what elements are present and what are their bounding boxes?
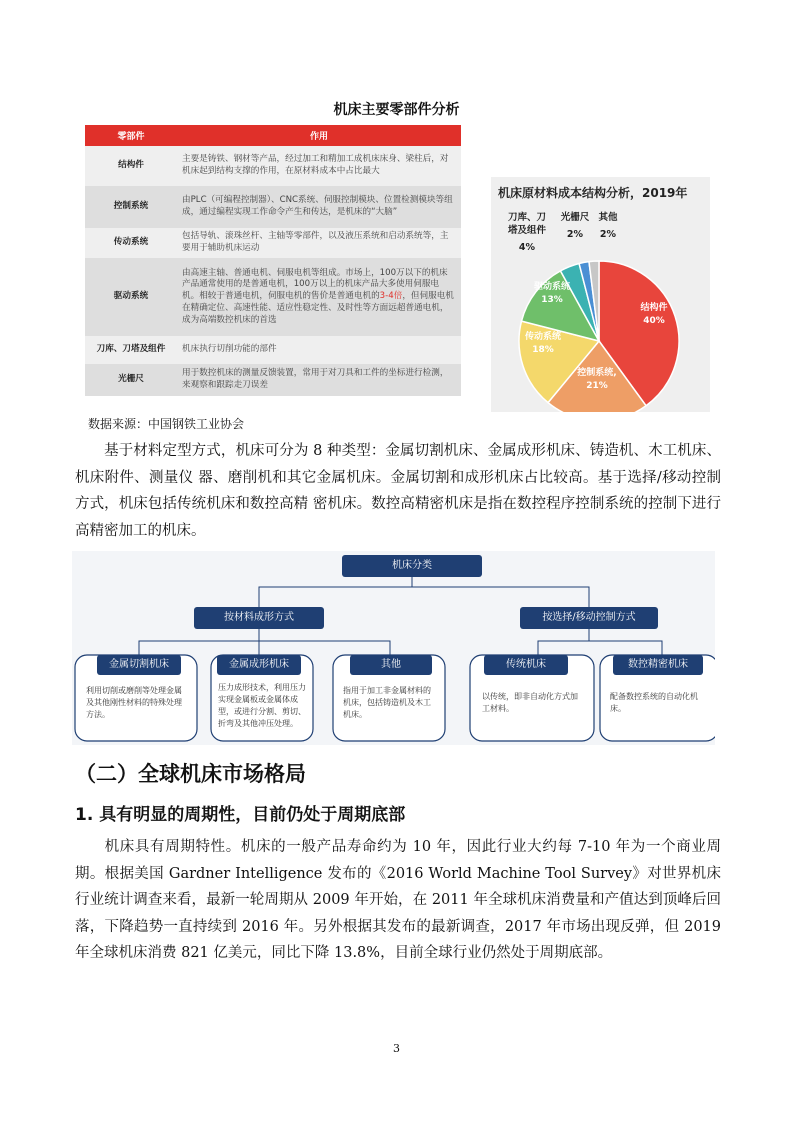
desc-cutting: 利用切削或磨削等处理金属及其他刚性材料的特殊处理方法。 xyxy=(86,686,182,719)
table-header-function: 作用 xyxy=(177,125,461,146)
table-row xyxy=(85,336,461,364)
connector-material-other xyxy=(259,641,390,655)
row-desc: 由高速主轴、普通电机、伺服电机等组成。市场上，100万以下的机床产品通常使用的是普通电机，100万以上的机床产品大多使用伺服电机。相较于普通电机，伺服电机的售价是普通电机的3-4倍，但伺服电机在精确定位、高速性能、适应性稳定性、及时性等方面远超普通电机，成为高端数控机床的首选 xyxy=(177,258,461,336)
row-desc: 包括导轨、滚珠丝杆、主轴等零部件，以及液压系统和启动系统等，主要用于辅助机床运动 xyxy=(177,228,461,258)
pie-label-other: 其他 2% xyxy=(598,212,618,240)
connector-root-control xyxy=(412,587,589,607)
row-name: 驱动系统 xyxy=(85,258,177,336)
components-table xyxy=(85,125,461,396)
row-name: 控制系统 xyxy=(85,186,177,228)
highlight-ratio: 3-4倍 xyxy=(379,291,403,302)
page-number: 3 xyxy=(393,1042,400,1055)
paragraph-classification: 基于材料定型方式，机床可分为 8 种类型：金属切割机床、金属成形机床、铸造机、木工机床、机床附件、测量仪 器、磨削机和其它金属机床。金属切割和成形机床占比较高。基于选择/移动控制方式，机床包括传统机床和数控高精 密机床。数控高精密机床是指在数控程序控制系统的控制下进行高精密加工的机床。 xyxy=(75,443,721,539)
pie-chart-title: 机床原材料成本结构分析，2019年 xyxy=(498,186,688,200)
connector-control-traditional xyxy=(538,629,589,655)
connector-control-cnc xyxy=(589,641,662,655)
table-row xyxy=(85,228,461,258)
desc-traditional: 以传统，即非自动化方式加工材料。 xyxy=(482,692,578,713)
table-row xyxy=(85,186,461,228)
table-row xyxy=(85,364,461,396)
node-forming-label: 金属成形机床 xyxy=(229,659,289,670)
connector-material-cutting xyxy=(139,629,259,655)
pie-label-grating: 光栅尺 2% xyxy=(560,212,590,240)
pie-inner-label-structure: 结构件 40% xyxy=(640,303,668,326)
subsection-heading: 1. 具有明显的周期性，目前仍处于周期底部 xyxy=(75,805,406,825)
table-header-row xyxy=(85,125,461,146)
section-heading: （二）全球机床市场格局 xyxy=(75,762,306,786)
row-desc: 机床执行切削功能的部件 xyxy=(177,336,461,364)
row-desc: 主要是铸铁、钢材等产品，经过加工和精加工成机床床身、梁柱后，对机床起到结构支撑的作用，在原材料成本中占比最大 xyxy=(177,146,461,186)
table-header-component: 零部件 xyxy=(85,125,177,146)
row-name: 结构件 xyxy=(85,146,177,186)
row-desc: 由PLC（可编程控制器）、CNC系统、伺服控制模块、位置检测模块等组成，通过编程实现工作命令产生和传达，是机床的“大脑” xyxy=(177,186,461,228)
table-title: 机床主要零部件分析 xyxy=(333,102,460,118)
node-cnc-label: 数控精密机床 xyxy=(628,659,688,670)
pie-inner-label-transmission: 传动系统 18% xyxy=(524,332,561,355)
connector-root-material xyxy=(259,577,412,607)
node-root-label: 机床分类 xyxy=(392,560,432,571)
row-name: 光栅尺 xyxy=(85,364,177,396)
pie-inner-label-drive: 驱动系统 13% xyxy=(533,282,570,305)
pie-label-tool-magazine: 刀库、刀 塔及组件 4% xyxy=(507,212,546,253)
data-source: 数据来源：中国钢铁工业协会 xyxy=(88,417,245,431)
table-row xyxy=(85,146,461,186)
row-name: 刀库、刀塔及组件 xyxy=(85,336,177,364)
table-row xyxy=(85,258,461,336)
node-control-label: 按选择/移动控制方式 xyxy=(542,612,636,623)
node-material-label: 按材料成形方式 xyxy=(224,612,294,623)
desc-forming: 压力成形技术，利用压力实现金属板或金属体成型，或进行分割、剪切、折弯及其他冲压处理。 xyxy=(218,683,306,728)
classification-diagram xyxy=(72,551,715,745)
pie-inner-label-control: 控制系统, 21% xyxy=(577,368,617,391)
paragraph-cycle: 机床具有周期特性。机床的一般产品寿命约为 10 年，因此行业大约每 7-10 年为一个商业周期。根据美国 Gardner Intelligence 发布的《2016 World Machine Tool Survey》对世界机床行业统计调查来看，最新一轮周期从 2009 年开始，在 2011 年全球机床消费量和产值达到顶峰后回落，下降趋势一直持续到 2016 年。另外根据其发布的最新调查，2017 年市场出现反弹，但 2019 年全球机床消费 821 亿美元，同比下降 13.8%，目前全球行业仍然处于周期底部。 xyxy=(75,839,721,961)
node-other-label: 其他 xyxy=(381,659,401,670)
row-name: 传动系统 xyxy=(85,228,177,258)
desc-cnc: 配备数控系统的自动化机床。 xyxy=(610,692,698,713)
node-cutting-label: 金属切割机床 xyxy=(109,659,169,670)
row-desc: 用于数控机床的测量反馈装置，常用于对刀具和工件的坐标进行检测，来观察和跟踪走刀误差 xyxy=(177,364,461,396)
desc-other: 指用于加工非金属材料的机床，包括铸造机及木工机床。 xyxy=(343,686,431,719)
node-traditional-label: 传统机床 xyxy=(506,659,546,670)
